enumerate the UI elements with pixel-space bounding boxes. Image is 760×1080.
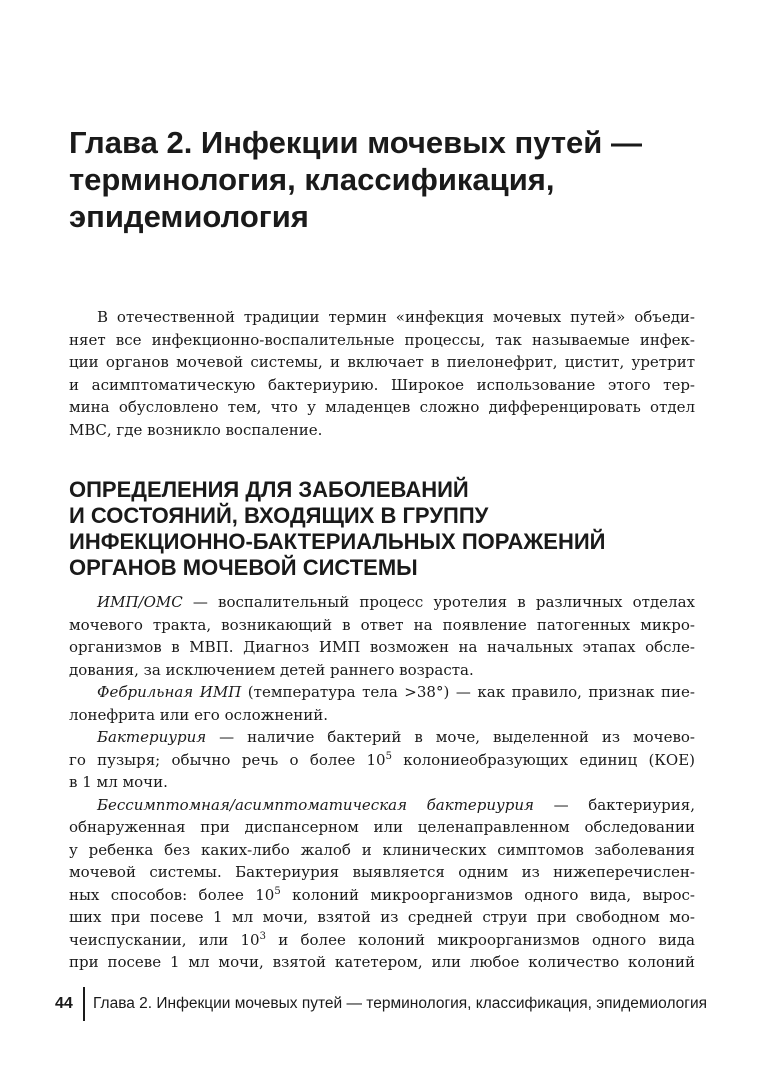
text-fragment: ных способов: более 10 <box>69 885 275 904</box>
text-line: лонефрита или его осложнений. <box>69 705 329 724</box>
footer-divider <box>83 987 85 1021</box>
superscript: 5 <box>274 885 281 897</box>
text-line: организмов в МВП. Диагноз ИМП возможен на начальных этапах обсле- <box>69 638 695 656</box>
page-footer <box>55 986 715 1022</box>
definition-bacteriuria <box>69 726 695 749</box>
text-fragment: колониеобразующих единиц (КОЕ) <box>391 750 696 769</box>
definition-text: — воспалительный процесс уротелия в различных отделах <box>182 593 695 611</box>
chapter-title <box>69 124 709 235</box>
definition-term: ИМП/ОМС <box>97 593 183 611</box>
section-heading-line: ИНФЕКЦИОННО-БАКТЕРИАЛЬНЫХ ПОРАЖЕНИЙ <box>69 529 606 554</box>
definition-asymptomatic <box>69 794 695 817</box>
text-line: мочевого тракта, возникающий в ответ на появление патогенных микро- <box>69 615 695 634</box>
text-line: ших при посеве 1 мл мочи, взятой из средней струи при свободном мо- <box>69 908 695 926</box>
definition-text: — бактериурия, <box>533 795 695 814</box>
definition-term: Бактериурия <box>97 728 207 746</box>
page-number: 44 <box>55 995 73 1012</box>
section-heading-line: И СОСТОЯНИЙ, ВХОДЯЩИХ В ГРУППУ <box>69 503 489 528</box>
text-line: ции органов мочевой системы, и включает в пиелонефрит, цистит, уретрит <box>69 353 695 371</box>
section-heading <box>69 477 695 581</box>
definitions-list <box>69 591 695 974</box>
text-fragment: колоний микроорганизмов одного вида, вырос- <box>280 885 695 904</box>
section-heading-line: ОРГАНОВ МОЧЕВОЙ СИСТЕМЫ <box>69 555 418 580</box>
text-line: мина обусловлено тем, что у младенцев сложно дифференцировать отдел <box>69 398 695 416</box>
text-fragment: чеиспускании, или 10 <box>69 930 260 949</box>
superscript: 3 <box>259 930 266 942</box>
definition-term: Бессимптомная/асимптоматическая бактериурия <box>97 795 534 814</box>
text-line: обнаруженная при диспансерном или целенаправленном обследовании <box>69 818 695 836</box>
text-line <box>69 749 695 772</box>
text-fragment: и более колоний микроорганизмов одного вида <box>265 930 695 949</box>
text-line: и асимптоматическую бактериурию. Широкое использование этого тер- <box>69 375 695 394</box>
text-line: МВС, где возникло воспаление. <box>69 420 323 439</box>
definition-imp <box>69 591 695 614</box>
text-line <box>69 884 695 907</box>
running-head: Глава 2. Инфекции мочевых путей — терминология, классификация, эпидемиология <box>93 995 707 1012</box>
text-fragment: го пузыря; обычно речь о более 10 <box>69 750 386 769</box>
intro-paragraph <box>69 306 695 441</box>
text-line <box>69 929 695 952</box>
text-line: няет все инфекционно-воспалительные процессы, так называемые инфек- <box>69 330 695 349</box>
definition-text: — наличие бактерий в моче, выделенной из мочево- <box>206 728 695 746</box>
section-heading-line: ОПРЕДЕЛЕНИЯ ДЛЯ ЗАБОЛЕВАНИЙ <box>69 477 469 502</box>
text-line: мочевой системы. Бактериурия выявляется одним из нижеперечислен- <box>69 863 695 881</box>
definition-term: Фебрильная ИМП <box>97 683 242 701</box>
chapter-title-line: эпидемиология <box>69 199 309 234</box>
text-line: в 1 мл мочи. <box>69 773 168 791</box>
text-line: В отечественной традиции термин «инфекция мочевых путей» объеди- <box>97 308 695 326</box>
chapter-title-line: терминология, классификация, <box>69 162 555 197</box>
superscript: 5 <box>385 750 392 762</box>
text-line: у ребенка без каких-либо жалоб и клинических симптомов заболевания <box>69 840 695 859</box>
text-line: дования, за исключением детей раннего возраста. <box>69 660 474 679</box>
chapter-title-line: Глава 2. Инфекции мочевых путей — <box>69 125 642 160</box>
definition-text: (температура тела >38°) — как правило, признак пие- <box>241 683 696 701</box>
text-line: при посеве 1 мл мочи, взятой катетером, или любое количество колоний <box>69 953 695 971</box>
definition-febrile <box>69 681 695 704</box>
